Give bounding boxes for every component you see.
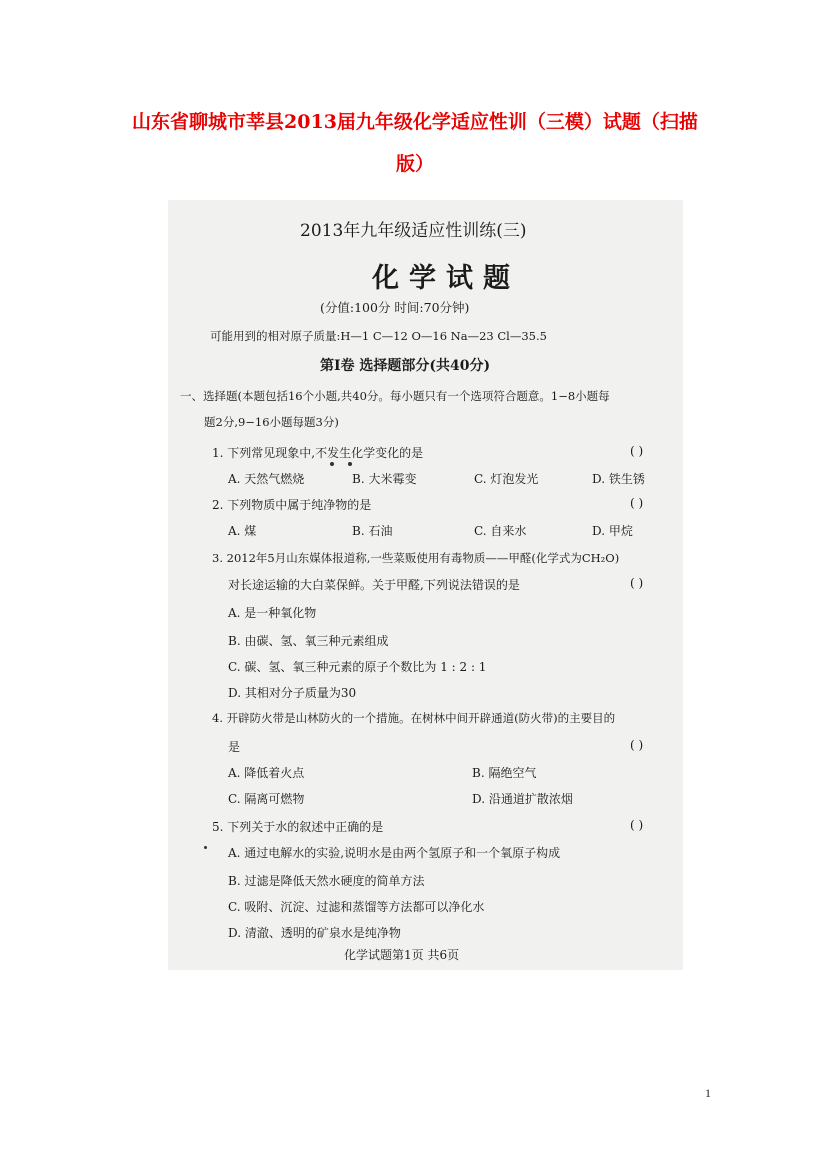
atomic-masses: 可能用到的相对原子质量:H—1 C—12 O—16 Na—23 Cl—35.5 <box>210 329 547 343</box>
q1-option-a: A. 天然气燃烧 <box>228 472 305 486</box>
scan-speck <box>204 846 207 849</box>
q2-option-d: D. 甲烷 <box>592 524 633 538</box>
q1-option-b: B. 大米霉变 <box>352 472 417 486</box>
emphasis-dot <box>330 462 334 466</box>
q2-option-c: C. 自来水 <box>474 524 527 538</box>
q1-option-c: C. 灯泡发光 <box>474 472 539 486</box>
q3-stem-line2: 对长途运输的大白菜保鲜。关于甲醛,下列说法错误的是 <box>228 578 520 592</box>
exam-header: 2013年九年级适应性训练(三) <box>300 221 527 241</box>
part-title: 第Ⅰ卷 选择题部分(共40分) <box>320 358 491 374</box>
q4-stem-line1: 4. 开辟防火带是山林防火的一个措施。在树林中间开辟通道(防火带)的主要目的 <box>212 711 616 725</box>
q2-answer-paren: ( ) <box>630 496 644 510</box>
q4-answer-paren: ( ) <box>630 738 644 752</box>
page-number: 1 <box>705 1086 711 1100</box>
q5-option-d: D. 清澈、透明的矿泉水是纯净物 <box>228 926 401 940</box>
q1-option-d: D. 铁生锈 <box>592 472 645 486</box>
q5-option-b: B. 过滤是降低天然水硬度的简单方法 <box>228 874 425 888</box>
q2-option-b: B. 石油 <box>352 524 393 538</box>
q3-option-d: D. 其相对分子质量为30 <box>228 686 357 700</box>
q4-stem-line2: 是 <box>228 740 241 754</box>
q4-option-b: B. 隔绝空气 <box>472 766 537 780</box>
document-title-line1: 山东省聊城市莘县2013届九年级化学适应性训（三模）试题（扫描 <box>132 111 698 133</box>
q1-stem: 1. 下列常见现象中,不发生化学变化的是 <box>212 446 424 460</box>
q2-stem: 2. 下列物质中属于纯净物的是 <box>212 498 372 512</box>
instructions-line1: 一、选择题(本题包括16个小题,共40分。每小题只有一个选项符合题意。1−8小题每 <box>180 389 610 403</box>
q5-answer-paren: ( ) <box>630 818 644 832</box>
document-title-line2: 版） <box>395 153 434 175</box>
q4-option-c: C. 隔离可燃物 <box>228 792 305 806</box>
q4-option-a: A. 降低着火点 <box>228 766 305 780</box>
q3-option-b: B. 由碳、氢、氧三种元素组成 <box>228 634 389 648</box>
q5-option-a: A. 通过电解水的实验,说明水是由两个氢原子和一个氧原子构成 <box>228 846 561 860</box>
exam-footer: 化学试题第1页 共6页 <box>344 948 460 962</box>
emphasis-dot <box>348 462 352 466</box>
q3-answer-paren: ( ) <box>630 576 644 590</box>
score-time: (分值:100分 时间:70分钟) <box>320 300 470 315</box>
q5-option-c: C. 吸附、沉淀、过滤和蒸馏等方法都可以净化水 <box>228 900 485 914</box>
q4-option-d: D. 沿通道扩散浓烟 <box>472 792 573 806</box>
q2-option-a: A. 煤 <box>228 524 257 538</box>
q3-option-c: C. 碳、氢、氧三种元素的原子个数比为 1 : 2 : 1 <box>228 660 487 674</box>
instructions-line2: 题2分,9−16小题每题3分) <box>204 415 339 429</box>
scanned-exam-page <box>168 200 683 970</box>
q3-stem-line1: 3. 2012年5月山东媒体报道称,一些菜贩使用有毒物质——甲醛(化学式为CH₂O) <box>212 551 620 565</box>
q3-option-a: A. 是一种氧化物 <box>228 606 317 620</box>
q1-answer-paren: ( ) <box>630 444 644 458</box>
q5-stem: 5. 下列关于水的叙述中正确的是 <box>212 820 384 834</box>
exam-subject: 化学试题 <box>372 263 520 294</box>
